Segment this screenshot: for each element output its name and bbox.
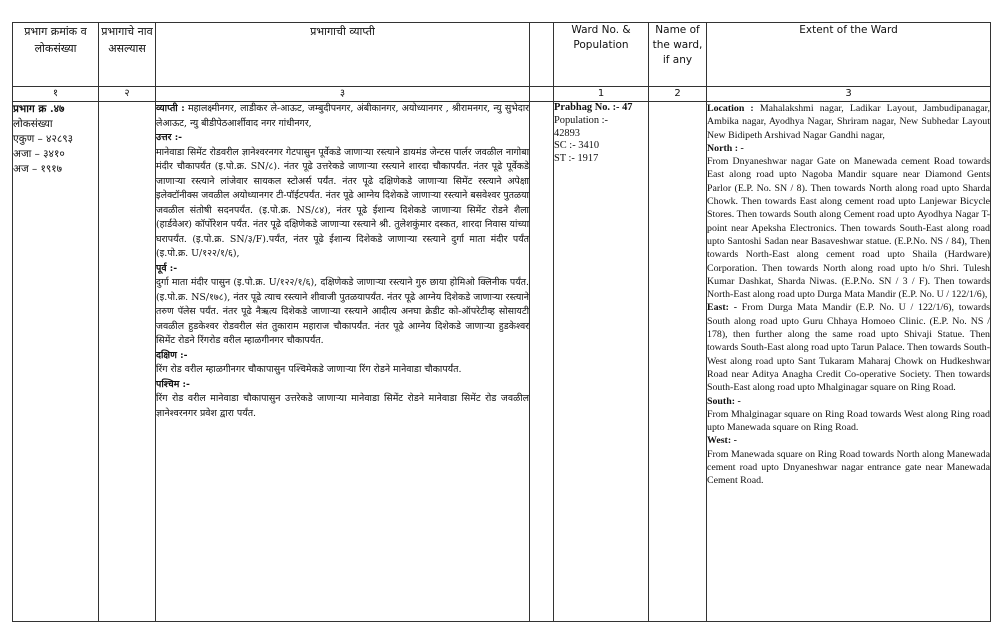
mr-south-text: रिंग रोड वरील म्हाळगीनगर चौकापासुन पश्चिमेकडे जाणाऱ्या रिंग रोडने मानेवाडा चौकापर्यंत.: [156, 364, 462, 375]
en-population-st: ST :- 1917: [554, 153, 599, 165]
mr-north-label: उत्तर :-: [156, 132, 183, 143]
en-population-sc: SC :- 3410: [554, 140, 600, 152]
ward-extent-table: [12, 22, 991, 622]
column-number-en-2: 2: [649, 87, 707, 102]
mr-location-label: व्याप्ती :: [156, 103, 185, 114]
header-mr-prabhag-number-population: प्रभाग क्रमांक व लोकसंख्या: [13, 23, 99, 87]
en-south-label: South: -: [707, 395, 741, 407]
mr-east-label: पूर्व :-: [156, 262, 178, 274]
column-number-en-1: 1: [554, 87, 649, 102]
mr-location-text: महालक्ष्मीनगर, लाडीकर ले-आऊट, जम्बुदीपनगर, अंबीकानगर, अयोध्यानगर , श्रीरामनगर, न्यु सुभेदार लेआऊट, न्यु बीडीपेठआर्शीवाद नगर गांधीनगर,: [156, 103, 529, 129]
en-east-block: [707, 301, 990, 394]
en-north-label: North : -: [707, 142, 744, 154]
blank-separator-cell: [530, 102, 554, 622]
mr-prabhag-name-cell: [99, 102, 156, 622]
column-number-mr-2: २: [99, 87, 156, 102]
mr-west-label: पश्चिम :-: [156, 378, 190, 390]
mr-east-text: दुर्गा माता मंदीर पासुन (इ.पो.क्र. U/१२२/१/६), दक्षिणेकडे जाणाऱ्या रस्त्याने गुरु छाया होमिओ क्लिनीक पर्यंत. (इ.पो.क्र. NS/१७८), नंतर पूढे त्याच रस्त्याने शीवाजी पुतळयापर्यंत. नंतर पूढे आग्नेय दिशेकडे जाणाऱ्या रस्त्याने तरुण पॅलेस पर्यंत. नंतर पूढे नैऋत्य दिशेकडे जाणाऱ्या रस्त्याने आदीत्य अनघा क्रेडीट को-ऑपरेटीव्ह सोसायटी जवळील हुडकेश्वर रोडवरील संत तुकाराम महाराज चौकापर्यंत. नंतर पूढे आग्नेय दिशेकडे जाणाऱ्या हुडकेश्वर सिमेंट रोडने रिंगरोड वरील म्हाळगीनगर चौकापर्यंत.: [156, 277, 529, 346]
en-west-text: From Manewada square on Ring Road towards North along Manewada cement road upto Dnyaneshwar nagar entrance gate near Manewada Cement Road.: [707, 448, 990, 487]
en-location-label: Location :: [707, 103, 754, 114]
en-ward-population-cell: [554, 102, 649, 622]
column-number-row: [13, 87, 991, 102]
en-east-label: East: -: [707, 302, 737, 314]
column-number-mr-3: ३: [156, 87, 530, 102]
mr-extent-cell: [156, 102, 530, 622]
header-en-ward-no-population: Ward No. & Population: [554, 23, 649, 87]
mr-population-st: अज – १९१७: [13, 163, 63, 175]
mr-south-label: दक्षिण :-: [156, 349, 188, 361]
mr-west-text: रिंग रोड वरील मानेवाडा चौकापासुन उत्तरेकडे जाणाऱ्या मानेवाडा सिमेंट रोडने मानेवाडा सिमेंट रोड जवळील ज्ञानेश्वरनगर प्रवेश द्वारा पर्यंत.: [156, 393, 529, 419]
en-west-label: West: -: [707, 435, 737, 447]
column-number-en-3: 3: [707, 87, 991, 102]
header-en-ward-name: Name of the ward, if any: [649, 23, 707, 87]
en-location-text: Mahalakshmi nagar, Ladikar Layout, Jambudipanagar, Ambika nagar, Ayodhya Nagar, Shriram nagar, New Subhedar Layout New Bidipeth Arshivad Nagar Gandhi nagar,: [707, 103, 990, 141]
en-prabhag-no: Prabhag No. :- 47: [554, 102, 633, 113]
en-location-block: [707, 102, 990, 142]
blank-separator-column: [530, 23, 554, 87]
mr-population-sc: अजा – ३४१०: [13, 148, 65, 160]
en-population-value: 42893: [554, 127, 580, 139]
column-number-mr-1: १: [13, 87, 99, 102]
header-row: [13, 23, 991, 87]
en-north-text: From Dnyaneshwar nagar Gate on Manewada cement Road towards East along road upto Nagoba Mandir square near Diamond Gents Parlor (E.P. No. SN / 8). Then towards North along road upto Sharda Chowk. Then towards East along cement road upto Lanjewar Bicycle Stores. Then towards South along Cement road upto Ayodhya Nagar T-point near Apeksha Electronics. Then towards South-East along road upto Santoshi Sadan near Basaveshwar statue. (E.P.No. NS / 84), Then towards North-East along cement road upto Shaila (Hardware) Corporation. Then towards North along road upto h/o Shri. Tulesh Kumar Dashkat, Sharda Niwas. (E.P.No. SN / 3 / F). Then towards North-East along road upto Durga Mata Mandir (E.P. No. U / 122/1/6),: [707, 156, 990, 301]
header-en-extent: Extent of the Ward: [707, 23, 991, 87]
en-east-text: From Durga Mata Mandir (E.P. No. U / 122/1/6), towards South along road upto Guru Chhaya Homoeo Clinic. (E.P. No. NS / 178), then further along the same road upto Shivaji Statue. Then towards South-East along road upto Tarun Palace. Then towards South-West along road upto Sant Tukaram Maharaj Chowk on Hudkeshwar Road near Aditya Anagha Credit Co-operative Society. Then towards South-East along road upto Mhalginagar square on Ring Road.: [707, 302, 990, 394]
mr-population-total: एकुण – ४२८९३: [13, 133, 74, 145]
mr-prabhag-title: प्रभाग क्र .४७: [13, 103, 65, 115]
en-extent-cell: [707, 102, 991, 622]
mr-location-block: [156, 102, 529, 131]
ward-47-row: [13, 102, 991, 622]
header-mr-prabhag-extent: प्रभागाची व्याप्ती: [156, 23, 530, 87]
mr-prabhag-population-cell: [13, 102, 99, 622]
en-south-text: From Mhalginagar square on Ring Road towards West along Ring road upto Manewada square on Ring Road.: [707, 408, 990, 434]
en-ward-name-cell: [649, 102, 707, 622]
header-mr-prabhag-name: प्रभागाचे नाव असल्यास: [99, 23, 156, 87]
en-population-label: Population :-: [554, 114, 608, 126]
blank-separator-cell: [530, 87, 554, 102]
mr-population-label: लोकसंख्या: [13, 118, 53, 130]
mr-north-text: मानेवाडा सिमेंट रोडवरील ज्ञानेश्वरनगर गेटपासुन पूर्वेकडे जाणाऱ्या रस्त्याने डायमंड जेन्टस पार्लर जवळील नागोबा मंदीर चौकापर्यंत (इ.पो.क्र. SN/८). नंतर पूढे उत्तरेकडे जाणाऱ्या रस्त्याने शारदा चौकापर्यंत. नंतर पूढे पूर्वेकडे जाणाऱ्या रस्त्याने लांजेवार सायकल स्टोअर्स पर्यंत. नंतर पूढे दक्षिणेकडे जाणाऱ्या सिमेंट रस्त्याने अपेक्षा इलेक्टॉनीक्स जवळील अयोध्यानगर टी-पॉईटपर्यंत. नंतर पूढे आग्नेय दिशेकडे जाणाऱ्या रस्त्याने बसवेश्वर पुतळया जवळील संतोषी सदनपर्यंत. (इ.पो.क्र. NS/८४), नंतर पूढे ईशान्य दिशेकडे जाणाऱ्या सिमेंट रोडने शैला (हार्डवेअर) कॉर्पोरेशन पर्यंत. नंतर पूढे दक्षिणेकडे जाणाऱ्या रस्त्याने श्री. तुलेशकुंमार दस्कत, शारदा निवास यांच्या घरापर्यंत. (इ.पो.क्र. SN/३/F).पर्यंत, नंतर पूढे ईशान्य दिशेकडे जाणाऱ्या रस्त्याने दुर्गा माता मंदीर पर्यंत (इ.पो.क्र. U/१२२/१/६),: [156, 146, 529, 259]
